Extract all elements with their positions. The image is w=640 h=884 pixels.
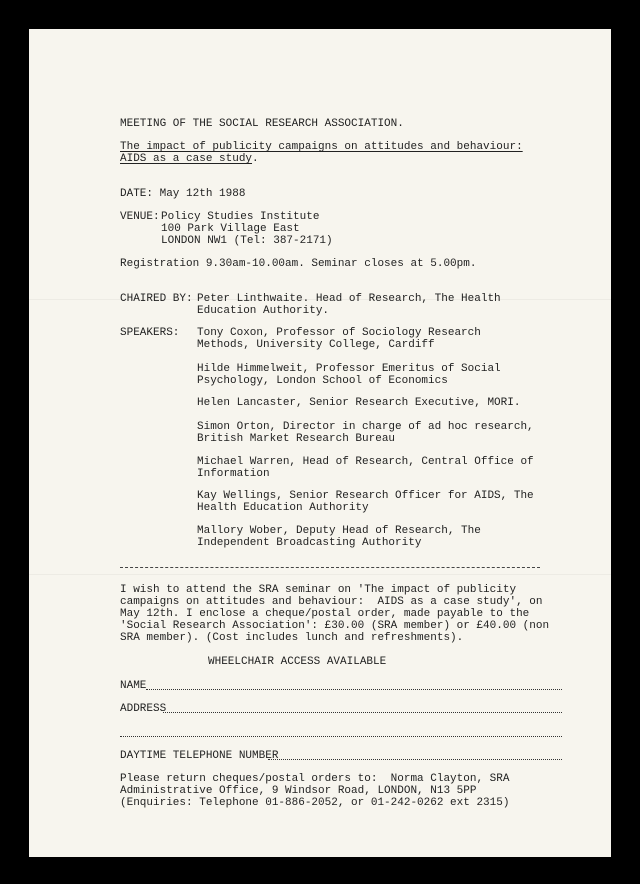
paper-fold xyxy=(29,574,611,575)
chair-line2: Education Authority. xyxy=(197,305,330,317)
speaker-line1: Helen Lancaster, Senior Research Executive, MORI. xyxy=(197,397,521,409)
venue-label: VENUE: xyxy=(120,211,160,223)
speaker-line1: Tony Coxon, Professor of Sociology Research xyxy=(197,327,481,339)
speaker-line2: Psychology, London School of Economics xyxy=(197,375,448,387)
speaker-line2: Health Education Authority xyxy=(197,502,369,514)
wheelchair-notice: WHEELCHAIR ACCESS AVAILABLE xyxy=(208,656,387,668)
name-label: NAME xyxy=(120,680,147,692)
address-field-line2[interactable] xyxy=(120,736,562,737)
return-text-line: Administrative Office, 9 Windsor Road, LONDON, N13 5PP xyxy=(120,785,477,797)
address-label: ADDRESS xyxy=(120,703,167,715)
speaker-line2: British Market Research Bureau xyxy=(197,433,396,445)
speaker-line2: Information xyxy=(197,468,270,480)
phone-label: DAYTIME TELEPHONE NUMBER xyxy=(120,750,279,762)
return-text-line: (Enquiries: Telephone 01-886-2052, or 01-242-0262 ext 2315) xyxy=(120,797,510,809)
seminar-title-line2: AIDS as a case study. xyxy=(120,153,259,165)
form-text-line: May 12th. I enclose a cheque/postal order, made payable to the xyxy=(120,608,530,620)
speaker-line1: Simon Orton, Director in charge of ad hoc research, xyxy=(197,421,534,433)
meeting-heading: MEETING OF THE SOCIAL RESEARCH ASSOCIATION. xyxy=(120,118,404,130)
speakers-label: SPEAKERS: xyxy=(120,327,180,339)
registration-info: Registration 9.30am-10.00am. Seminar closes at 5.00pm. xyxy=(120,258,477,270)
speaker-line2: Methods, University College, Cardiff xyxy=(197,339,435,351)
event-date: DATE: May 12th 1988 xyxy=(120,188,246,200)
venue-line1: Policy Studies Institute xyxy=(161,211,320,223)
venue-line2: 100 Park Village East xyxy=(161,223,300,235)
form-text-line: campaigns on attitudes and behaviour: AIDS as a case study', on xyxy=(120,596,543,608)
form-text-line: SRA member). (Cost includes lunch and refreshments). xyxy=(120,632,464,644)
chair-line1: Peter Linthwaite. Head of Research, The Health xyxy=(197,293,501,305)
form-text-line: 'Social Research Association': £30.00 (SRA member) or £40.00 (non xyxy=(120,620,550,632)
return-text-line: Please return cheques/postal orders to: Norma Clayton, SRA xyxy=(120,773,510,785)
speaker-line1: Hilde Himmelweit, Professor Emeritus of Social xyxy=(197,363,501,375)
name-field[interactable] xyxy=(146,689,562,690)
speaker-line1: Michael Warren, Head of Research, Central Office of xyxy=(197,456,534,468)
form-text-line: I wish to attend the SRA seminar on 'The impact of publicity xyxy=(120,584,517,596)
speaker-line1: Mallory Wober, Deputy Head of Research, The xyxy=(197,525,481,537)
address-field[interactable] xyxy=(163,712,562,713)
venue-line3: LONDON NW1 (Tel: 387-2171) xyxy=(161,235,333,247)
speaker-line1: Kay Wellings, Senior Research Officer for AIDS, The xyxy=(197,490,534,502)
chaired-label: CHAIRED BY: xyxy=(120,293,193,305)
speaker-line2: Independent Broadcasting Authority xyxy=(197,537,422,549)
phone-field[interactable] xyxy=(268,759,562,760)
seminar-title-line1: The impact of publicity campaigns on attitudes and behaviour: xyxy=(120,141,523,153)
tear-off-line xyxy=(120,567,540,568)
